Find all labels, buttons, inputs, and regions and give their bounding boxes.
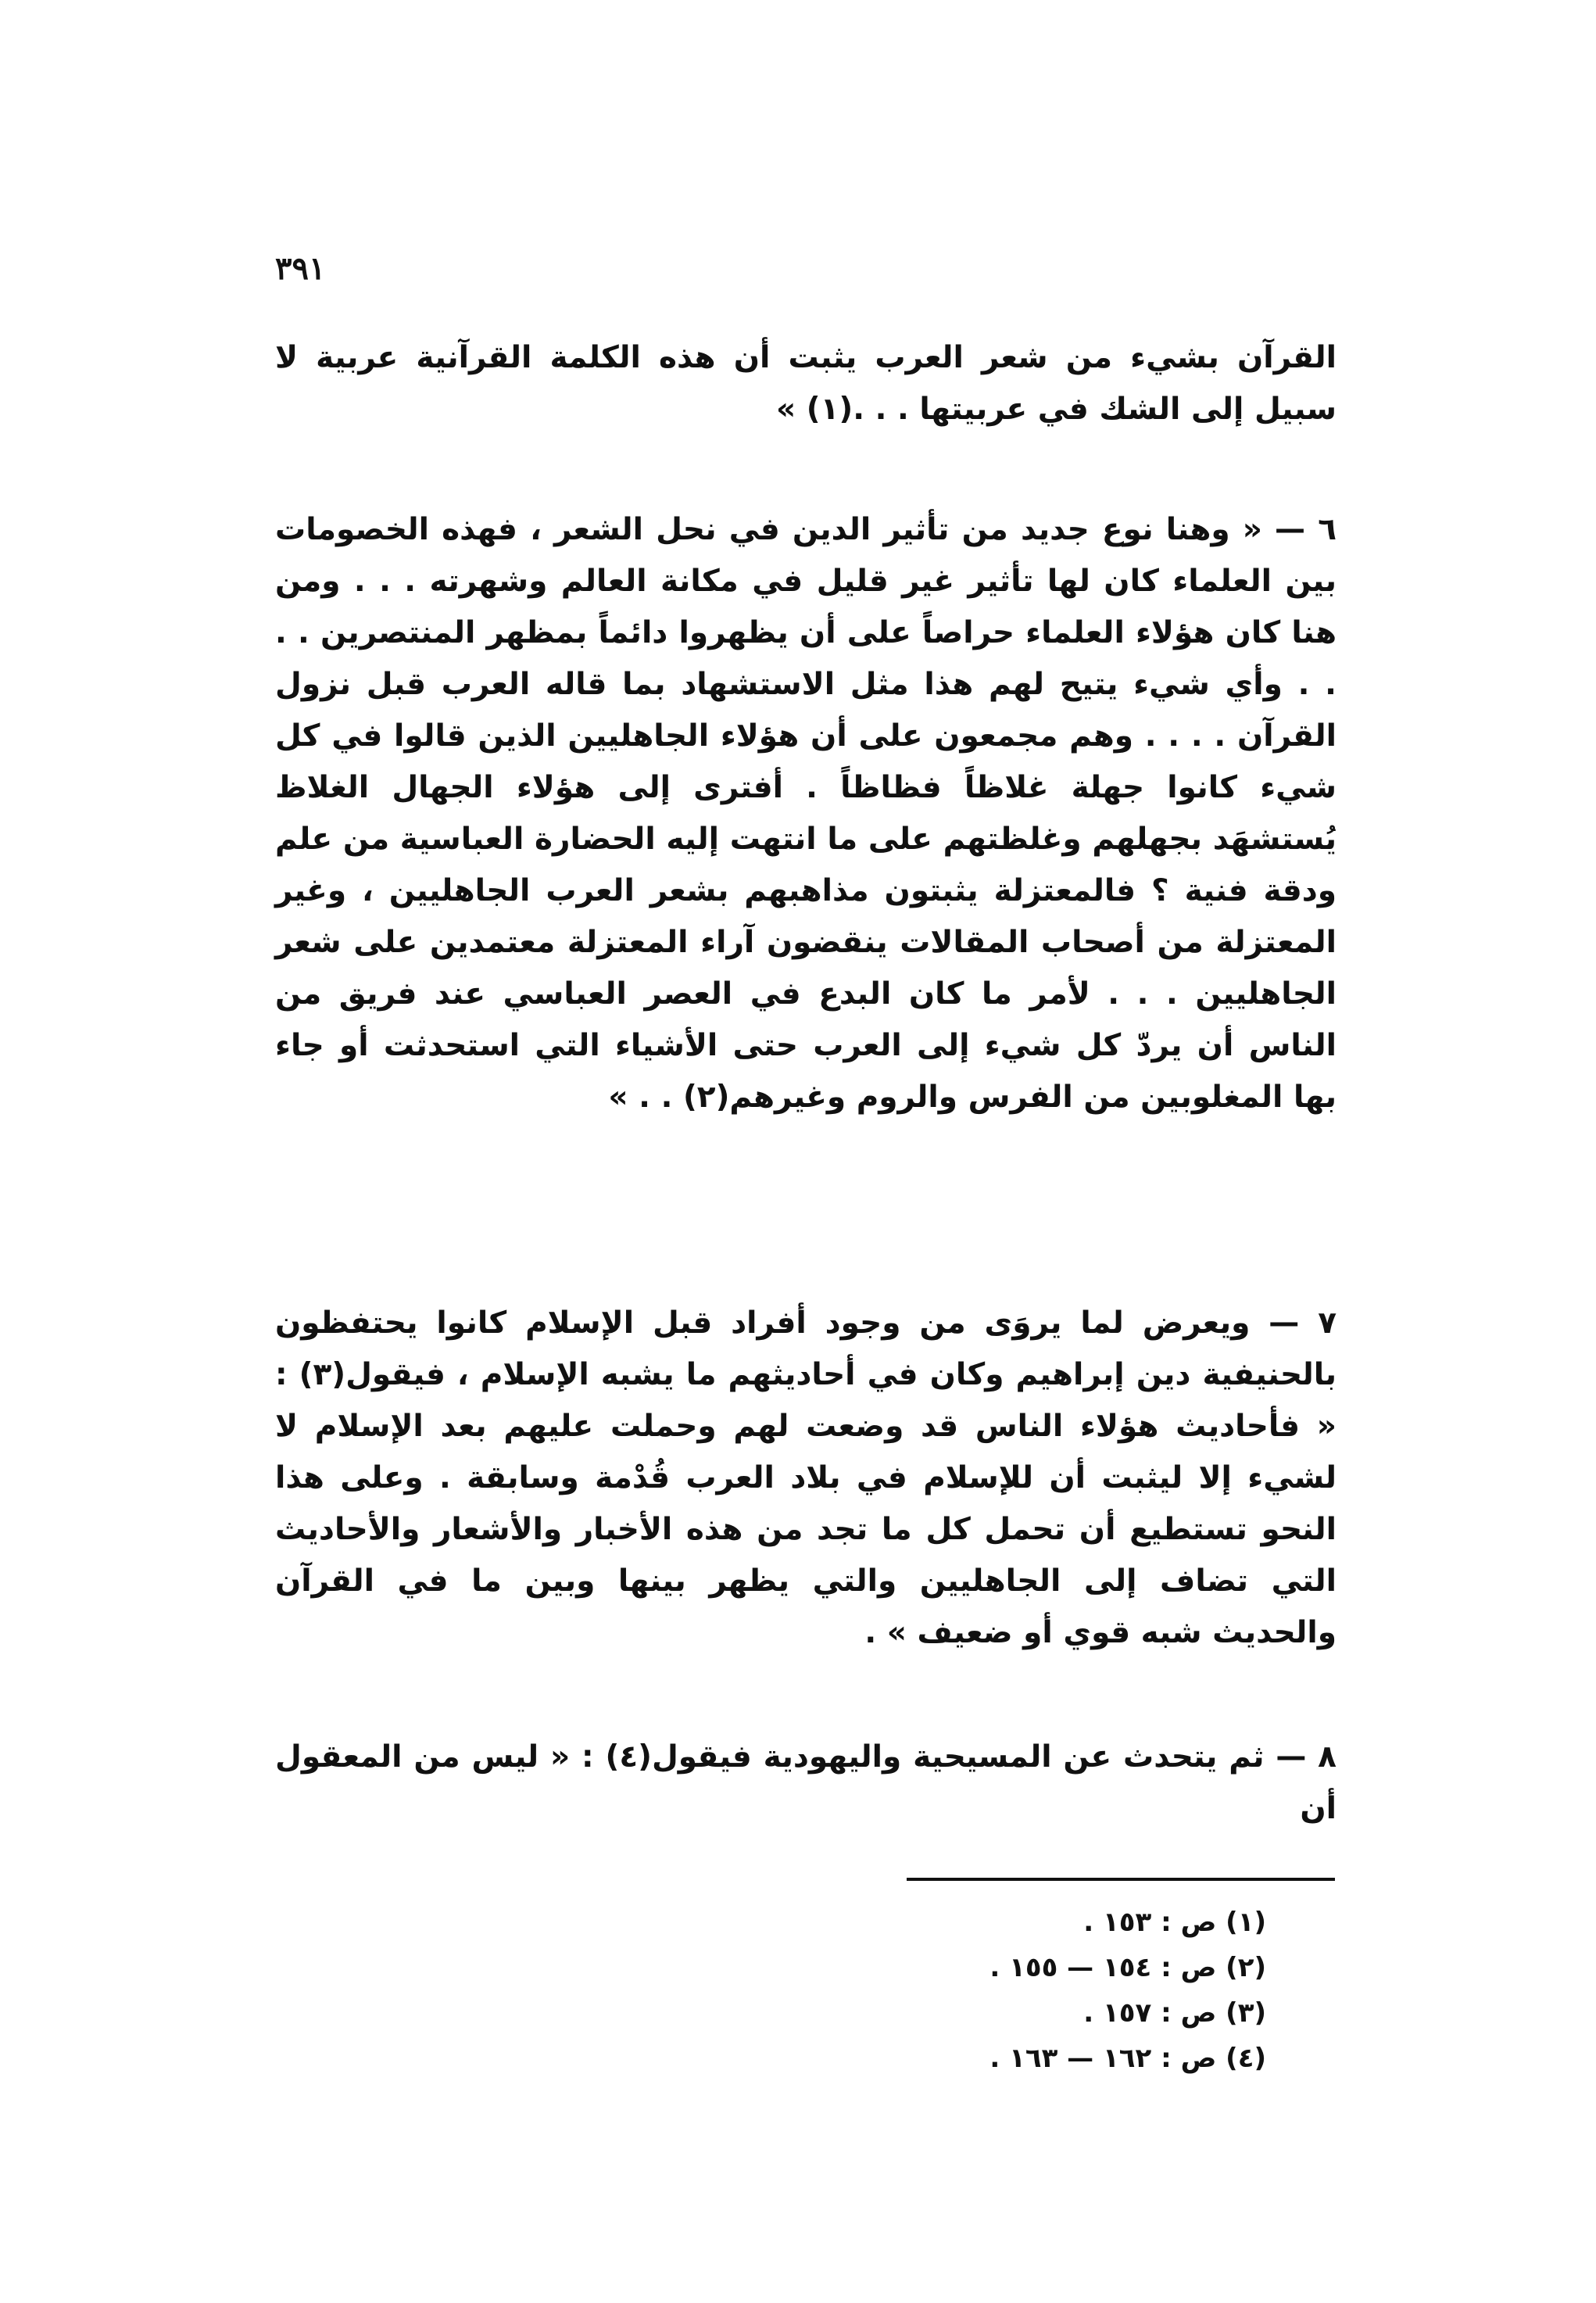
footnote-2: (٢) ص : ١٥٤ — ١٥٥ . (989, 1952, 1266, 1983)
paragraph-1: القرآن بشيء من شعر العرب يثبت أن هذه الكلمة القرآنية عربية لا سبيل إلى الشك في عربيتها . . .(١) » (275, 340, 1337, 427)
footnotes (782, 1900, 1266, 2081)
footnote-3: (٣) ص : ١٥٧ . (1083, 1997, 1266, 2029)
footnote-divider (907, 1878, 1335, 1881)
paragraph-2: ٦ — « وهنا نوع جديد من تأثير الدين في نحل الشعر ، فهذه الخصومات بين العلماء كان لها تأثير غير قليل في مكانة العالم وشهرته . . . ومن هنا كان هؤلاء العلماء حراصاً على أن يظهروا دائماً بمظهر المنتصرين . . . . وأي شيء يتيح لهم هذا مثل الاستشهاد بما قاله العرب قبل نزول القرآن . . . . وهم مجمعون على أن هؤلاء الجاهليين الذين قالوا في كل شيء كانوا جهلة غلاظاً فظاظاً . أفترى إلى هؤلاء الجهال الغلاظ يُستشهَد بجهلهم وغلظتهم على ما انتهت إليه الحضارة العباسية من علم ودقة فنية ؟ فالمعتزلة يثبتون مذاهبهم بشعر العرب الجاهليين ، وغير المعتزلة من أصحاب المقالات ينقضون آراء المعتزلة معتمدين على شعر الجاهليين . . . لأمر ما كان البدع في العصر العباسي عند فريق من الناس أن يردّ كل شيء إلى العرب حتى الأشياء التي استحدثت أو جاء بها المغلوبين من الفرس والروم وغيرهم(٢) . . » (275, 512, 1337, 1115)
paragraph-4: ٨ — ثم يتحدث عن المسيحية واليهودية فيقول(٤) : « ليس من المعقول أن (275, 1739, 1337, 1826)
footnote-1: (١) ص : ١٥٣ . (1083, 1907, 1266, 1938)
footnote-4: (٤) ص : ١٦٢ — ١٦٣ . (989, 2043, 1266, 2074)
page-number: ٣٩١ (275, 250, 326, 287)
paragraph-3: ٧ — ويعرض لما يروَى من وجود أفراد قبل الإسلام كانوا يحتفظون بالحنيفية دين إبراهيم وكان في أحاديثهم ما يشبه الإسلام ، فيقول(٣) : « فأحاديث هؤلاء الناس قد وضعت لهم وحملت عليهم بعد الإسلام لا لشيء إلا ليثبت أن للإسلام في بلاد العرب قُدْمة وسابقة . وعلى هذا النحو تستطيع أن تحمل كل ما تجد من هذه الأخبار والأشعار والأحاديث التي تضاف إلى الجاهليين والتي يظهر بينها وبين ما في القرآن والحديث شبه قوي أو ضعيف » . (275, 1306, 1337, 1650)
